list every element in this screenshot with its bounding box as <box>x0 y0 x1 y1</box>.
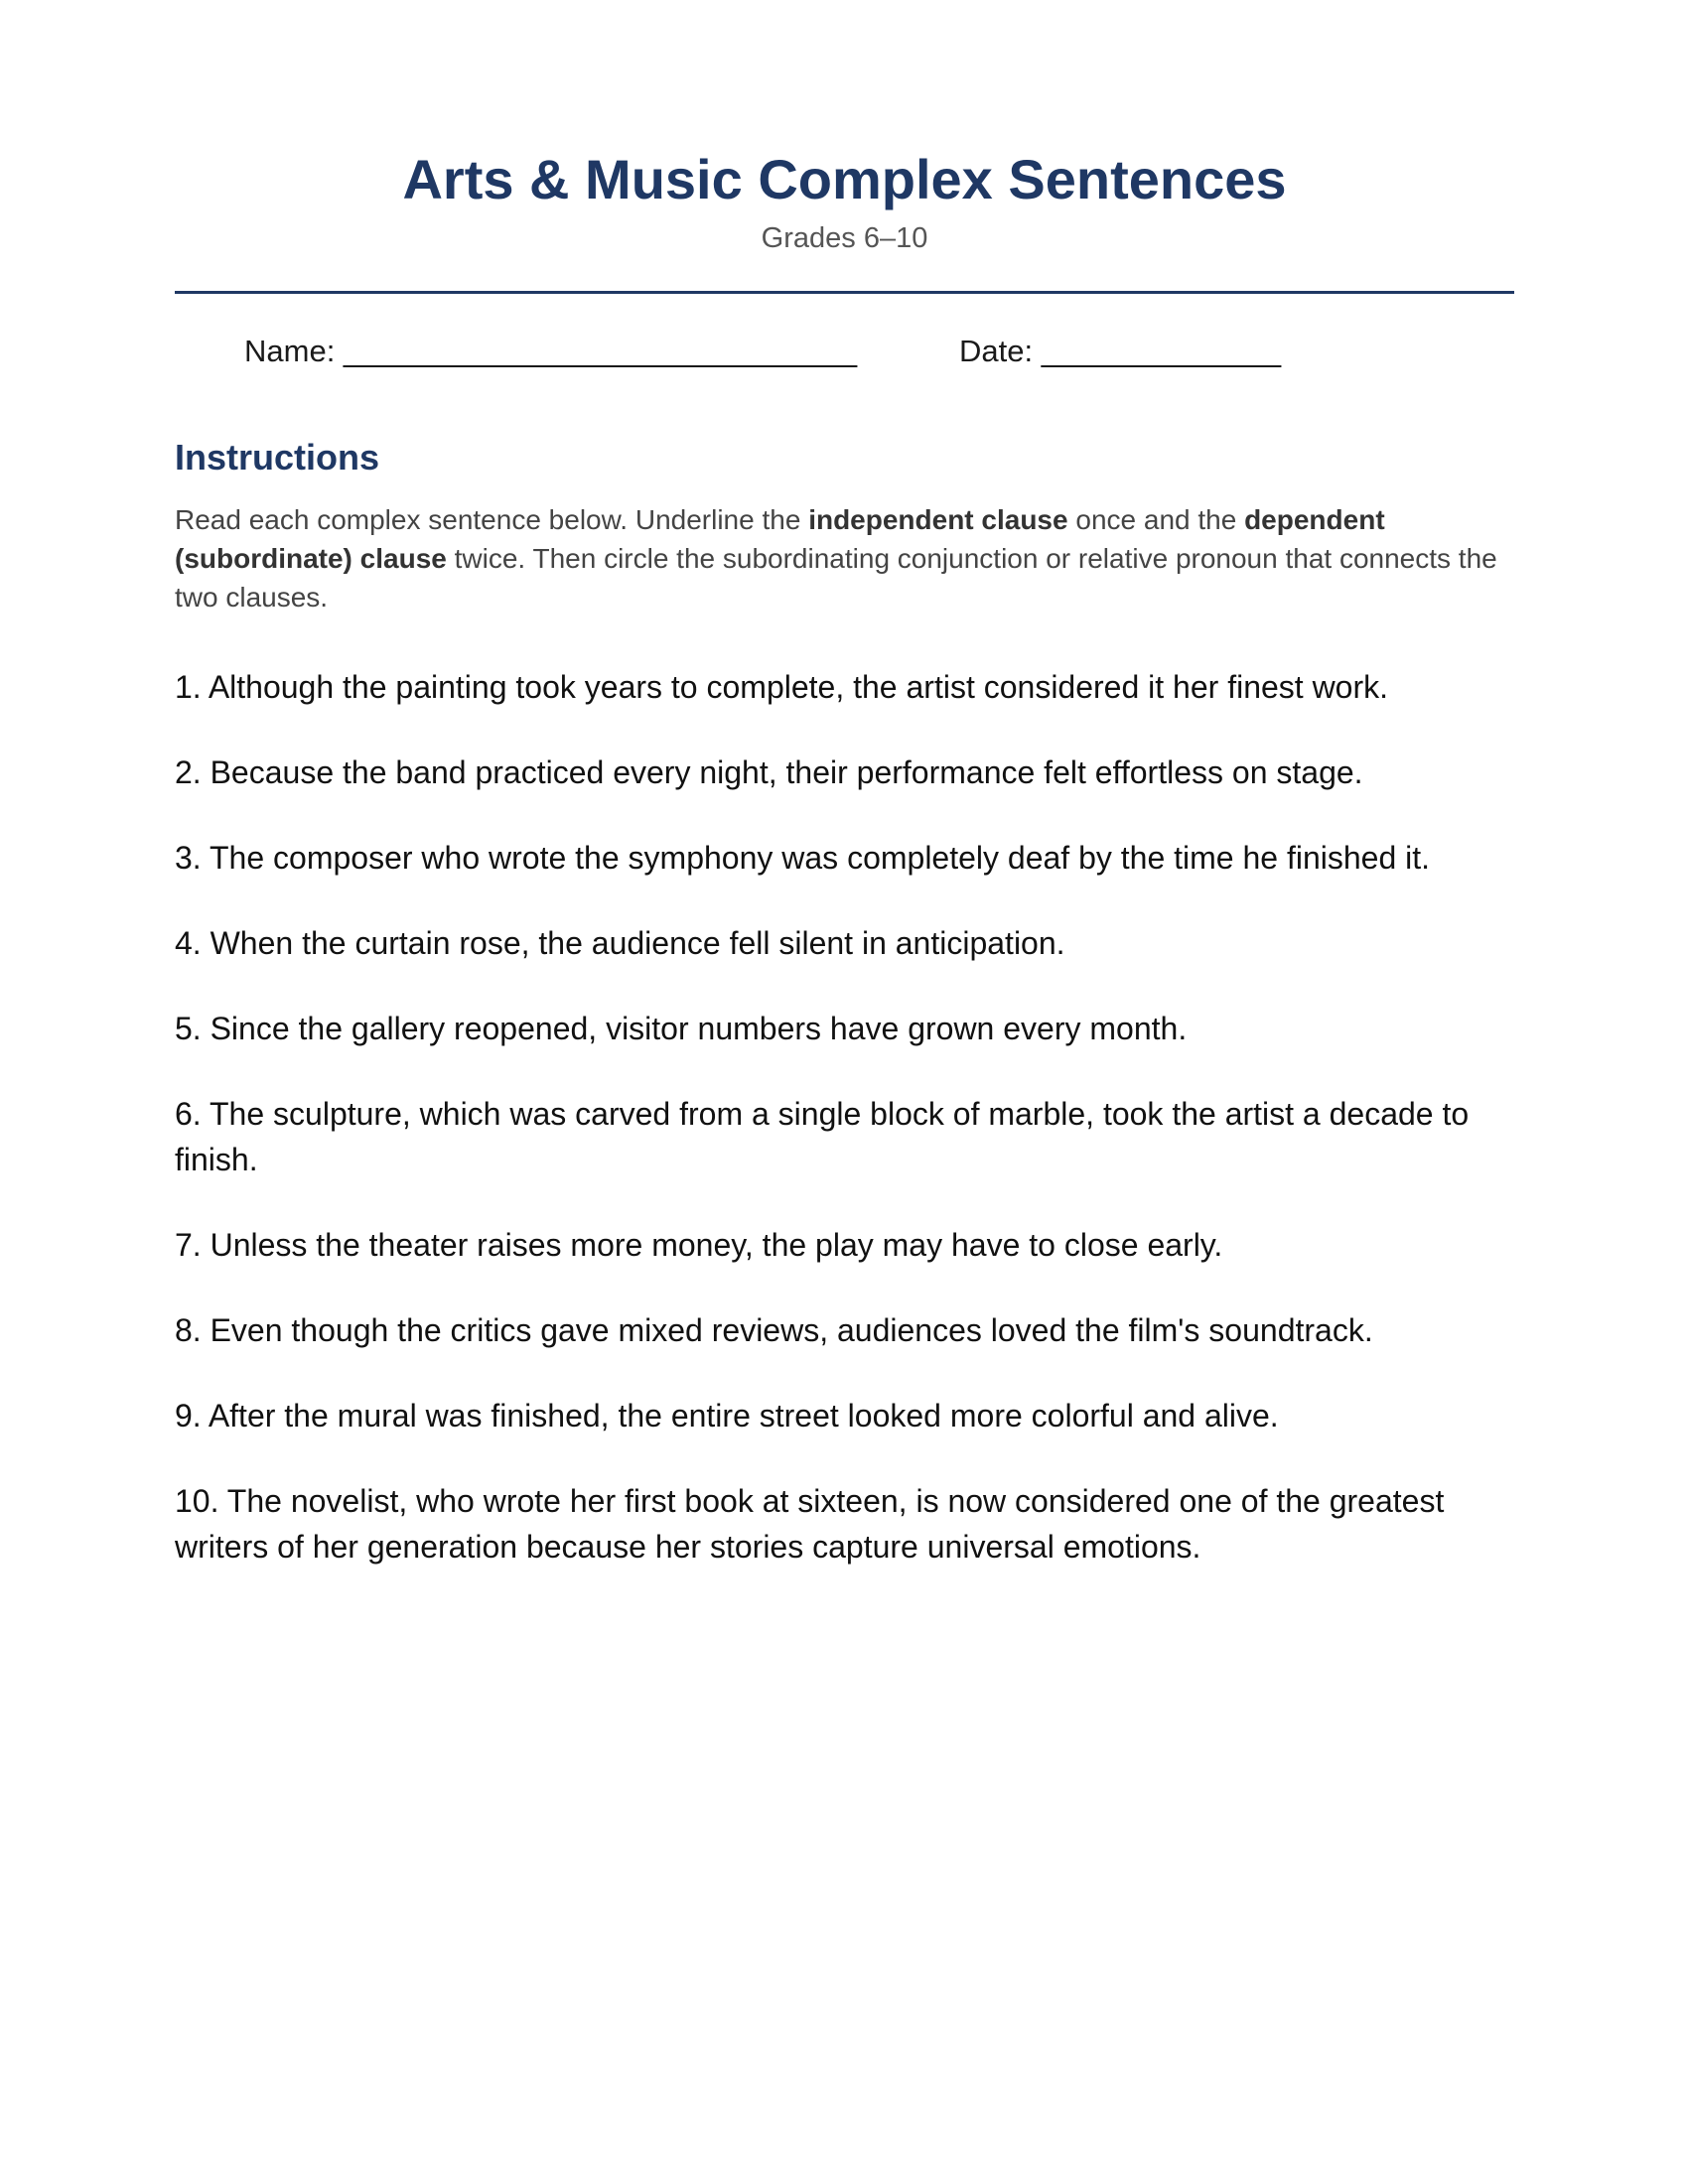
name-field: Name: ______________________________ <box>244 333 858 368</box>
instructions-part2: once and the <box>1067 503 1245 535</box>
instructions-heading: Instructions <box>175 436 380 478</box>
date-field: Date: ______________ <box>959 333 1282 368</box>
instructions-part3: twice. Then circle the subordinating conjunction or relative pronoun that connects the two clauses. <box>175 542 1497 613</box>
instructions-part1: Read each complex sentence below. Underline the <box>175 503 809 535</box>
worksheet-title: Arts & Music Complex Sentences <box>402 148 1287 210</box>
sentence-item: 6. The sculpture, which was carved from a single block of marble, took the artist a decade to finish. <box>175 1095 1470 1177</box>
sentence-item: 7. Unless the theater raises more money, the play may have to close early. <box>175 1226 1223 1263</box>
sentence-item: 4. When the curtain rose, the audience fell silent in anticipation. <box>175 924 1065 961</box>
grade-level: Grades 6–10 <box>761 221 928 254</box>
sentence-item: 5. Since the gallery reopened, visitor numbers have grown every month. <box>175 1010 1188 1046</box>
sentence-item: 3. The composer who wrote the symphony was completely deaf by the time he finished it. <box>175 839 1431 876</box>
instructions-bold-independent: independent clause <box>808 503 1068 535</box>
sentence-item: 9. After the mural was finished, the entire street looked more colorful and alive. <box>175 1397 1279 1433</box>
header-divider <box>175 291 1514 294</box>
sentence-item: 1. Although the painting took years to complete, the artist considered it her finest work. <box>175 668 1389 705</box>
sentence-list <box>175 664 1514 1570</box>
instructions-text <box>175 500 1514 616</box>
instructions-bold-dependent: dependent (subordinate) clause <box>175 503 1385 574</box>
student-fields <box>175 334 1514 373</box>
sentence-item: 2. Because the band practiced every night, their performance felt effortless on stage. <box>175 753 1363 790</box>
sentence-item: 8. Even though the critics gave mixed reviews, audiences loved the film's soundtrack. <box>175 1311 1373 1348</box>
worksheet-page <box>175 149 1514 1609</box>
sentence-item: 10. The novelist, who wrote her first book at sixteen, is now considered one of the greatest writers of her generation because her stories capture universal emotions. <box>175 1482 1445 1565</box>
